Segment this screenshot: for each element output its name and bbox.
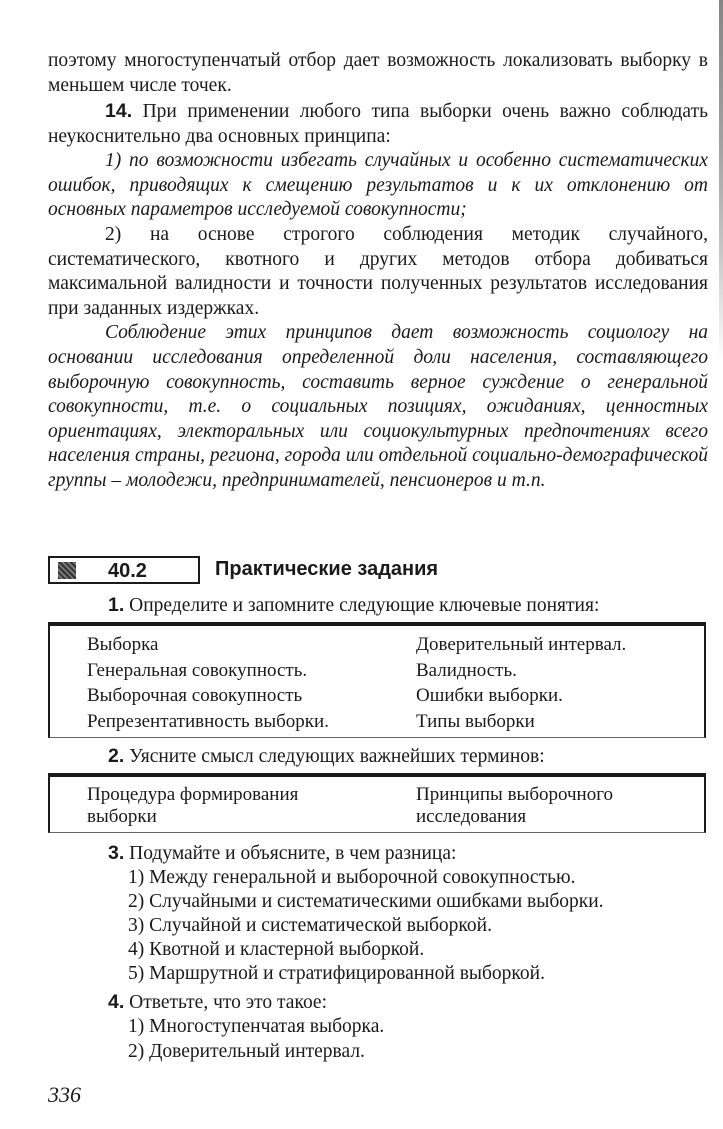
- term-item: выборки: [87, 806, 157, 827]
- principles-lead-paragraph: [48, 99, 708, 149]
- term-item: Доверительный интервал.: [416, 634, 627, 655]
- section-number-box: [48, 556, 200, 584]
- intro-text: поэтому многоступенчатый отбор дает возможность локализовать выборку в меньшем числе точек.: [48, 50, 708, 96]
- term-item: Типы выборки: [416, 710, 535, 732]
- principles-lead: При применении любого типа выборки очень важно соблюдать неукоснительно два основных принципа:: [48, 101, 708, 147]
- page-edge-shadow: [719, 0, 723, 360]
- task-3-item: 3) Случайной и систематической выборкой.: [128, 915, 492, 936]
- term-item: Выборочная совокупность: [87, 685, 303, 707]
- task-3-item: 4) Квотной и кластерной выборкой.: [128, 939, 425, 960]
- principle-item-1: 1) по возможности избегать случайных и особенно систематических ошибок, приводящих к смещению результатов и к их отклонению от основных параметров исследуемой совокупности;: [48, 150, 708, 221]
- task-2-terms-left: [87, 784, 298, 828]
- task-1-terms-box: [48, 622, 706, 738]
- task-4-item: 2) Доверительный интервал.: [128, 1041, 365, 1062]
- term-item: Репрезентативность выборки.: [87, 710, 329, 732]
- term-item: Валидность.: [416, 659, 517, 681]
- task-3-item: 5) Маршрутной и стратифицированной выборкой.: [128, 963, 545, 984]
- task-1-terms-right: [416, 632, 626, 734]
- principle-item-2: 2) на основе строгого соблюдения методик случайного, систематического, квотного и других методов отбора добиваться максимальной валидности и точности полученных результатов исследования при заданных издержках.: [48, 223, 708, 319]
- term-item: Процедура формирования: [87, 784, 299, 805]
- principles-conclusion: Соблюдение этих принципов дает возможность социологу на основании исследования определенной доли населения, составляющего выборочную совокупность, составить верное суждение о генеральной совокупности, т.е. о социальных позициях, ожиданиях, ценностных ориентациях, электоральных или социокультурных предпочтениях всего населения страны, региона, города или отдельной социально-демографической группы – молодежи, предпринимателей, пенсионеров и т.п.: [48, 322, 708, 491]
- task-1-terms-left: [87, 632, 329, 734]
- task-3-item: 2) Случайными и систематическими ошибками выборки.: [128, 891, 604, 912]
- principles-number: 14.: [105, 100, 133, 122]
- section-title: Практические задания: [215, 558, 439, 580]
- principles-section: [48, 99, 708, 494]
- section-number: 40.2: [108, 560, 147, 582]
- term-item: Генеральная совокупность.: [87, 659, 308, 681]
- term-item: Выборка: [87, 634, 159, 655]
- term-item: Ошибки выборки.: [416, 685, 563, 707]
- intro-paragraph: [48, 49, 708, 98]
- task-2-terms-box: [48, 773, 706, 833]
- term-item: Принципы выборочного: [416, 784, 614, 805]
- section-marker-icon: [58, 562, 76, 579]
- task-2-heading: 2. Уясните смысл следующих важнейших терминов:: [108, 745, 545, 767]
- task-3-item: 1) Между генеральной и выборочной совокупностью.: [128, 867, 576, 888]
- term-item: исследования: [416, 806, 527, 827]
- task-1-heading: 1. Определите и запомните следующие ключевые понятия:: [108, 594, 600, 616]
- task-3-heading: 3. Подумайте и объясните, в чем разница:: [108, 842, 457, 864]
- task-4-item: 1) Многоступенчатая выборка.: [128, 1016, 385, 1037]
- section-header: [48, 556, 708, 586]
- task-4-heading: 4. Ответьте, что это такое:: [108, 991, 328, 1013]
- task-2-terms-right: [416, 784, 613, 828]
- page-number: 336: [48, 1082, 81, 1107]
